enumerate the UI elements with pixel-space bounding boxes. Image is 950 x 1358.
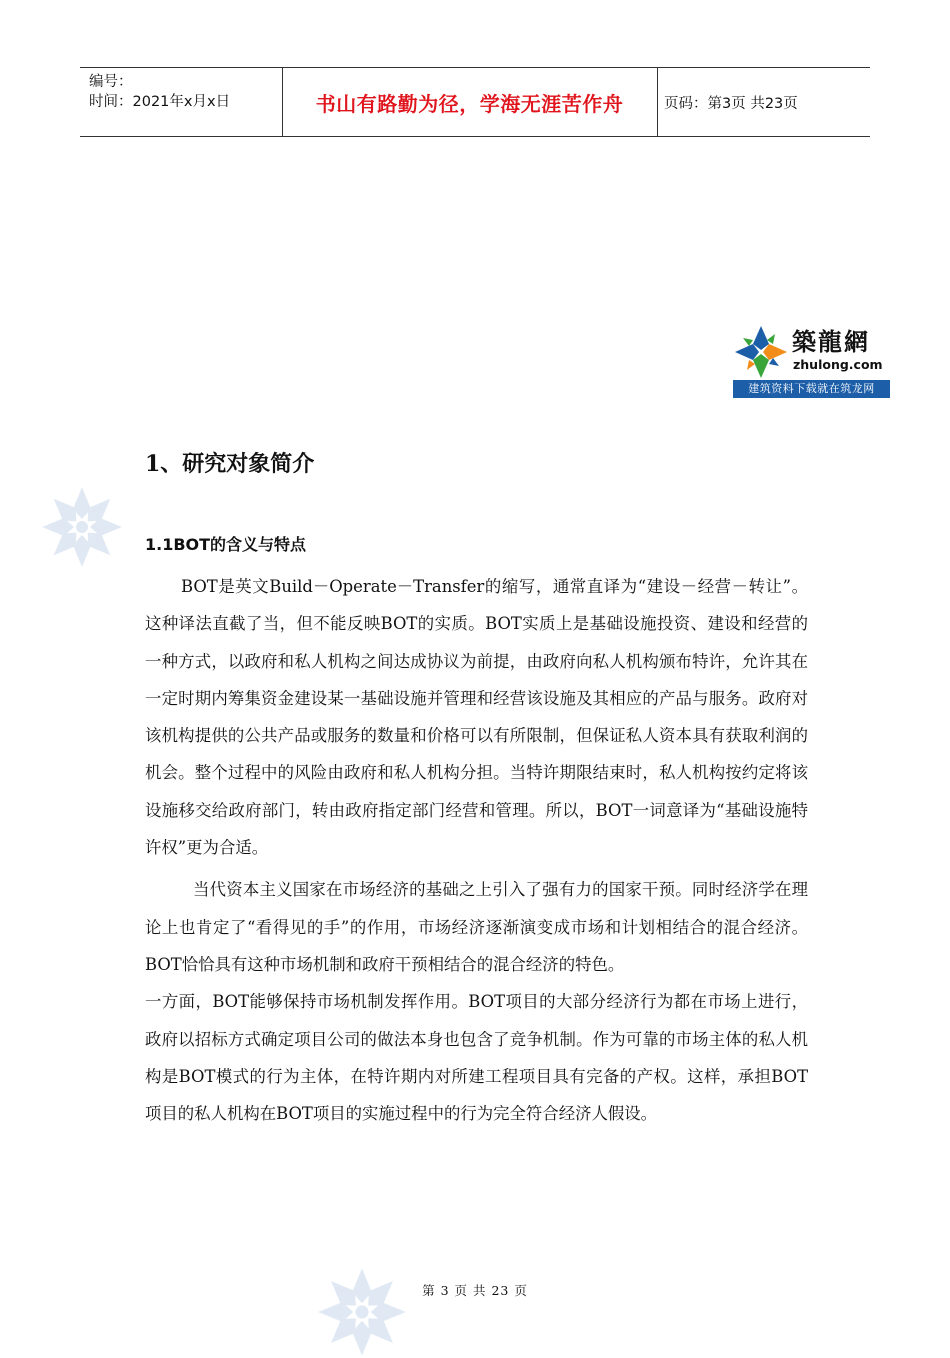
header-left [89,72,230,112]
section-heading: 1、研究对象简介 [145,451,315,477]
subsection-heading: 1.1BOT的含义与特点 [145,535,307,554]
header-divider [657,68,658,136]
page-footer: 第 3 页 共 23 页 [422,1283,528,1298]
logo-domain: zhulong.com [793,357,883,372]
logo-slogan: 建筑资料下载就在筑龙网 [733,380,890,398]
header-motto: 书山有路勤为径，学海无涯苦作舟 [315,91,624,116]
paragraph: 当代资本主义国家在市场经济的基础之上引入了强有力的国家干预。同时经济学在理论上也肯定了“看得见的手”的作用，市场经济逐渐演变成市场和计划相结合的混合经济。BOT恰恰具有这种市场机制和政府干预相结合的混合经济的特色。 [145,880,808,974]
body-text [145,568,808,1132]
zhulong-mark-icon [733,324,789,380]
document-time-label: 时间：2021年x月x日 [89,94,231,110]
paragraph: BOT是英文Build－Operate－Transfer的缩写，通常直译为“建设－经营－转让”。这种译法直截了当，但不能反映BOT的实质。BOT实质上是基础设施投资、建设和经营的一种方式，以政府和私人机构之间达成协议为前提，由政府向私人机构颁布特许，允许其在一定时期内筹集资金建设某一基础设施并管理和经营该设施及其相应的产品与服务。政府对该机构提供的公共产品或服务的数量和价格可以有所限制，但保证私人资本具有获取利润的机会。整个过程中的风险由政府和私人机构分担。当特许期限结束时，私人机构按约定将该设施移交给政府部门，转由政府指定部门经营和管理。所以，BOT一词意译为“基础设施特许权”更为合适。 [145,577,808,858]
header-page-info: 页码：第3页 共23页 [664,95,798,112]
paragraph: 一方面，BOT能够保持市场机制发挥作用。BOT项目的大部分经济行为都在市场上进行，政府以招标方式确定项目公司的做法本身也包含了竞争机制。作为可靠的市场主体的私人机构是BOT模式的行为主体，在特许期内对所建工程项目具有完备的产权。这样，承担BOT项目的私人机构在BOT项目的实施过程中的行为完全符合经济人假设。 [145,992,808,1124]
snowflake-watermark-icon [40,485,124,569]
logo-chinese-name: 築龍網 [792,327,870,356]
page-header [80,67,870,137]
snowflake-watermark-icon [316,1266,408,1358]
document-number-label: 编号： [89,74,133,90]
zhulong-logo [730,320,890,398]
